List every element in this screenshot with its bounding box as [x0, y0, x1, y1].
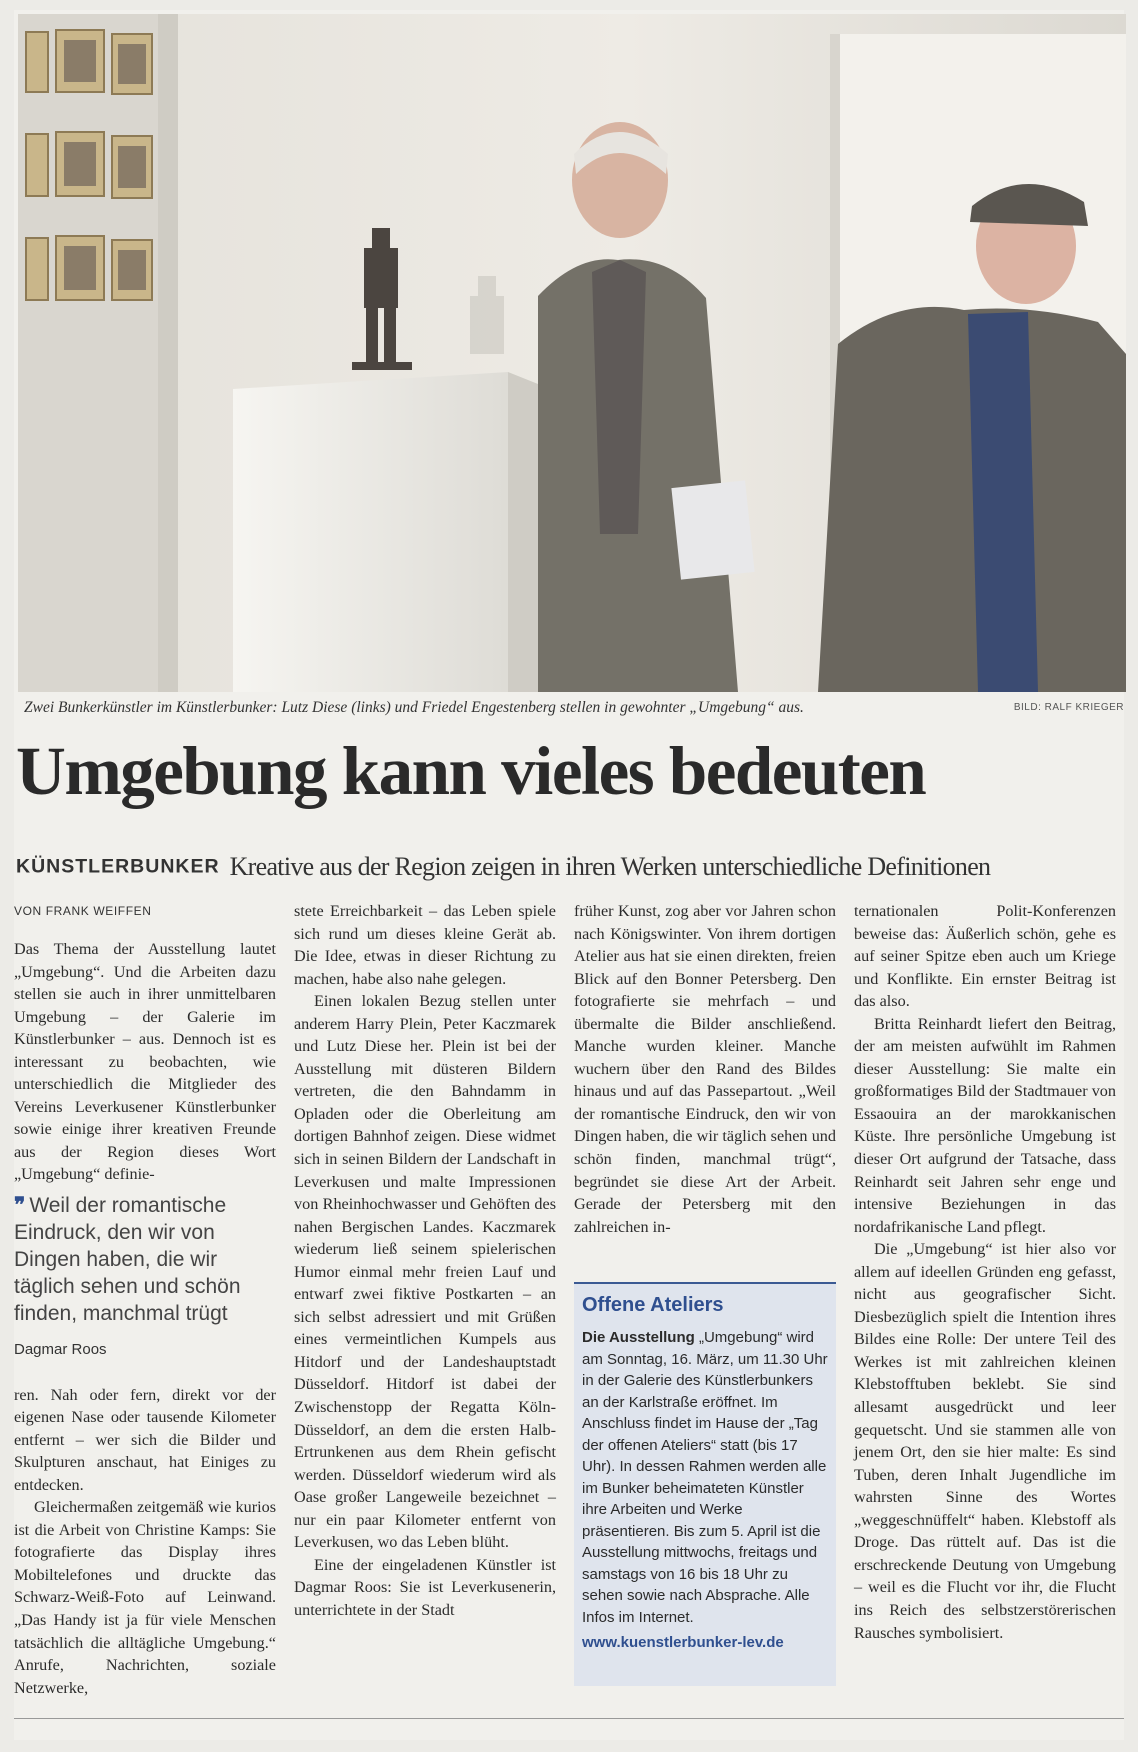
photo-credit: BILD: RALF KRIEGER — [1013, 702, 1124, 713]
photo-caption-row — [18, 696, 1126, 722]
paragraph: ren. Nah oder fern, direkt vor der eigenen Nase oder tausende Kilometer entfernt – wer sich die Bilder und Skulpturen anschaut, hat Einiges zu entdecken. — [14, 1385, 276, 1494]
pull-quote — [14, 1192, 276, 1327]
website-link[interactable]: www.kuenstlerbunker-lev.de — [582, 1634, 784, 1651]
paragraph: Einen lokalen Bezug stellen unter anderem Harry Plein, Peter Kaczmarek und Lutz Diese her. Plein ist bei der Ausstellung mit düsteren Bildern vertreten, die den Bahndamm in Opladen oder die Oberleitung am dortigen Bahnhof zeigen. Diese widmet sich in seinen Bildern der Landschaft in Leverkusen und malte Impressionen von Rheinhochwasser und Gehöften des nahen Bergischen Landes. Kaczmarek wiederum ließ seinem spielerischen Humor einmal mehr freien Lauf und entwarf zwei fiktive Postkarten – an sich selbst adressiert und mit Grüßen eines vermeintlichen Kumpels aus Hitdorf und der Landeshauptstadt Düsseldorf. Hitdorf ist dabei der Zwischenstopp der Regatta Köln-Düsseldorf, an dem die ersten Halb-Ertrunkenen aus dem Rhein gefischt werden. Düsseldorf wiederum wird als Oase großer Langeweile bezeichnet – nur ein paar Kilometer entfernt von Leverkusen, wo das Leben blüht. — [294, 992, 556, 1552]
newspaper-page — [14, 10, 1124, 1740]
author-byline: VON FRANK WEIFFEN — [14, 904, 152, 918]
info-box-text: „Umgebung“ wird am Sonntag, 16. März, um 11.30 Uhr in der Galerie des Künstlerbunkers an der Karlstraße eröffnet. Im Anschluss findet im Hause der „Tag der offenen Ateliers“ statt (bis 17 Uhr). In dessen Rahmen werden alle im Bunker beheimateten Künstler ihre Arbeiten und Werke präsentieren. Bis zum 5. April ist die Ausstellung mittwochs, freitags und samstags von 16 bis 18 Uhr zu sehen sowie nach Absprache. Alle Infos im Internet. — [582, 1329, 828, 1626]
info-box-body — [582, 1327, 828, 1628]
article-headline: Umgebung kann vieles bedeuten — [16, 733, 926, 809]
paragraph: Das Thema der Ausstellung lautet „Umgebung“. Und die Arbeiten dazu stellen sie auch in ihrer unmittelbaren Umgebung – der Galerie im Künstlerbunker – aus. Dennoch ist es interessant zu beobachten, wie unterschiedlich die Mitglieder des Vereins Leverkusener Künstlerbunker sowie einige ihrer kreativen Freunde aus der Region dieses Wort „Umgebung“ definie- — [14, 940, 276, 1184]
info-box-title: Offene Ateliers — [582, 1294, 724, 1316]
paragraph: ternationalen Polit-Konferenzen beweise das: Äußerlich schön, gehe es auf seiner Spitze eben auch um Kriege und Konflikte. Ein ernster Beitrag ist das also. — [854, 902, 1116, 1011]
paragraph: früher Kunst, zog aber vor Jahren schon nach Königswinter. Von ihrem dortigen Atelier aus hat sie einen direkten, freien Blick auf den Bonner Petersberg. Den fotografierte sie mehrfach – und übermalte die Bilder anschließend. Manche wurden kleiner. Manche wuchern über den Rand des Bildes hinaus und auf das Passepartout. „Weil der romantische Eindruck, den wir von Dingen haben, die wir täglich sehen und schön finden, manchmal trügt“, begründet sie diese Art der Arbeit. Gerade der Petersberg mit den zahlreichen in- — [574, 902, 836, 1236]
kicker-row — [16, 852, 1126, 888]
photo-illustration — [18, 14, 1126, 692]
subheadline: Kreative aus der Region zeigen in ihren Werken unterschiedliche Definitionen — [229, 852, 991, 881]
paragraph: Britta Reinhardt liefert den Beitrag, der am meisten aufwühlt im Rahmen dieser Ausstellung: Sie malte ein großformatiges Bild der Stadtmauer von Essaouira an der marokkanischen Küste. Ihre persönliche Umgebung ist dieser Ort aufgrund der Tatsache, dass Reinhardt seit Jahren sehr enge und intensive Beziehungen in das nordafrikanische Land pflegt. — [854, 1014, 1116, 1236]
column-2 — [294, 900, 556, 1622]
info-box — [574, 1282, 836, 1686]
quote-mark-icon: ❞ — [14, 1194, 26, 1218]
column-1 — [14, 900, 276, 1699]
pull-quote-author: Dagmar Roos — [14, 1341, 107, 1359]
paragraph: Gleichermaßen zeitgemäß wie kurios ist die Arbeit von Christine Kamps: Sie fotografierte das Display ihres Mobiltelefones und druckte das Schwarz-Weiß-Foto auf Leinwand. „Das Handy ist ja für viele Menschen tatsächlich die alltägliche Umgebung.“ Anrufe, Nachrichten, soziale Netzwerke, — [14, 1498, 276, 1697]
paragraph: stete Erreichbarkeit – das Leben spiele sich rund um dieses kleine Gerät ab. Die Idee, etwas in dieser Richtung zu machen, habe also nahe gelegen. — [294, 902, 556, 988]
bottom-rule — [14, 1718, 1124, 1719]
info-box-lead: Die Ausstellung — [582, 1329, 695, 1346]
column-4 — [854, 900, 1116, 1644]
paragraph: Die „Umgebung“ ist hier also vor allem auf ideellen Gründen eng gefasst, nicht aus geografischer Sicht. Diesbezüglich spielt die Intention ihres Bildes eine Rolle: Der untere Teil des Werkes ist mit zahlreichen kleinen Klebstofftuben beklebt. Sie sind allesamt ausgedrückt und leer gequetscht. Und sie stammen alle von jenem Ort, den sie hier malte: Es sind Tuben, deren Inhalt Jugendliche im wahrsten Sinne des Wortes „weggeschnüffelt“ haben. Klebstoff als Droge. Das rüttelt auf. Das ist die erschreckende Deutung von Umgebung – weil es die Flucht vor ihr, die Flucht ins Reich des selbstzerstörerischen Rausches symbolisiert. — [854, 1240, 1116, 1642]
photo-caption: Zwei Bunkerkünstler im Künstlerbunker: Lutz Diese (links) und Friedel Engestenberg stellen in gewohnter „Umgebung“ aus. — [24, 699, 804, 716]
article-photo — [18, 14, 1126, 692]
paragraph: Eine der eingeladenen Künstler ist Dagmar Roos: Sie ist Leverkusenerin, unterrichtete in der Stadt — [294, 1555, 556, 1619]
column-3 — [574, 900, 836, 1238]
kicker: KÜNSTLERBUNKER — [16, 855, 220, 878]
pull-quote-text: Weil der romantische Eindruck, den wir von Dingen haben, die wir täglich sehen und schön finden, manchmal trügt — [14, 1194, 241, 1326]
